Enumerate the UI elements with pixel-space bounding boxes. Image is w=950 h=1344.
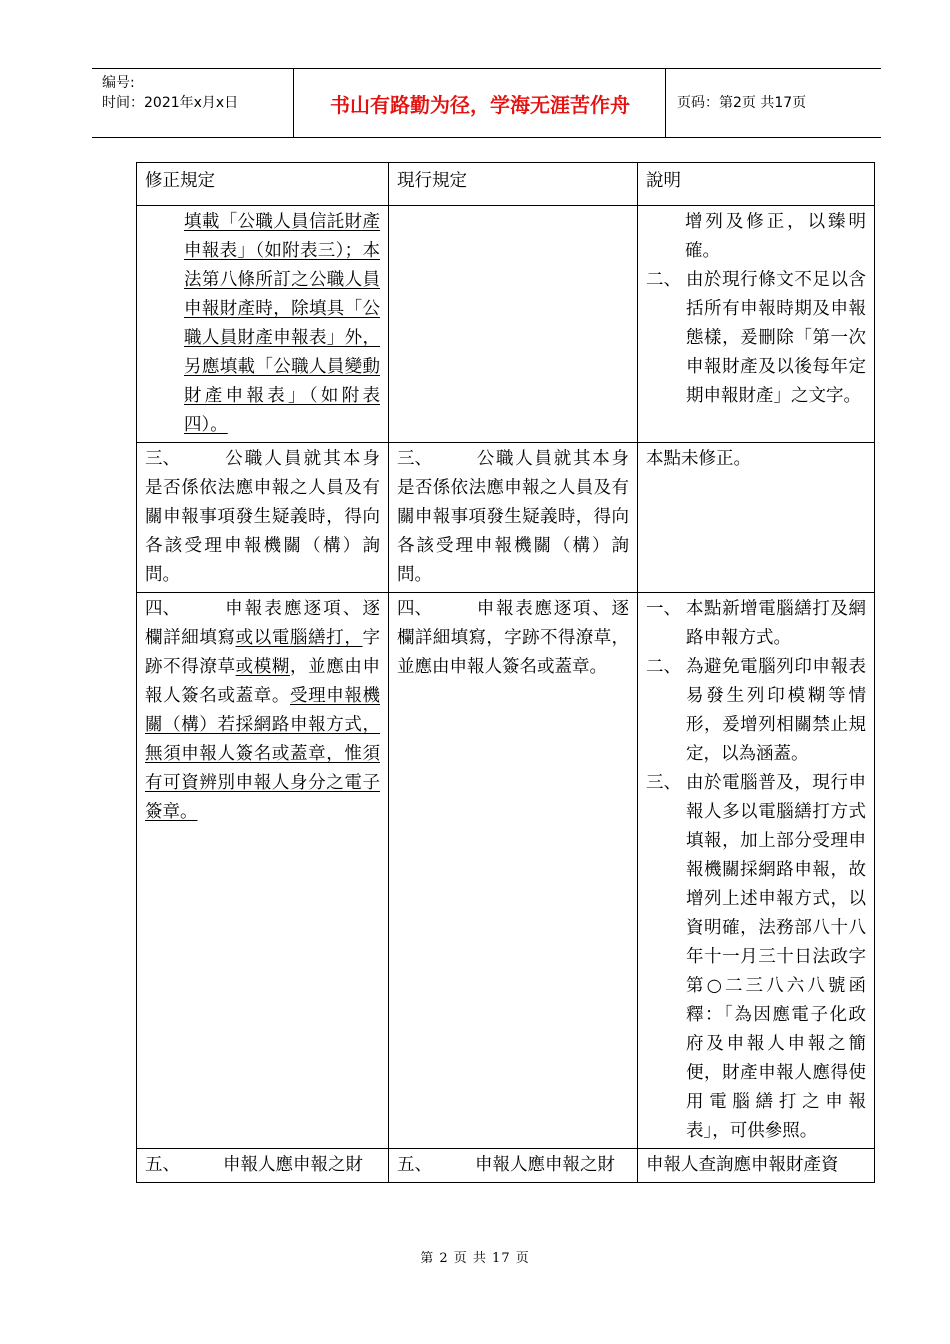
amended-cell xyxy=(137,1149,389,1183)
page-footer: 第 2 页 共 17 页 xyxy=(420,1251,530,1266)
item-text: 申報表應逐項、逐欄詳細填寫，字跡不得潦草，並應由申報人簽名或蓋章。 xyxy=(397,599,629,677)
current-item xyxy=(397,445,629,590)
table-row xyxy=(137,206,875,443)
current-cell xyxy=(389,593,638,1149)
item-text: 申報人應申報之財 xyxy=(223,1155,363,1175)
col-header-explanation: 說明 xyxy=(638,163,875,206)
explanation-item-num: 三、 xyxy=(646,773,681,793)
table-header-row xyxy=(137,163,875,206)
amended-cell xyxy=(137,443,389,593)
page-info: 页码：第2页 共17页 xyxy=(677,95,807,111)
item-num: 三、 xyxy=(397,449,432,469)
amended-item xyxy=(145,595,380,827)
explanation-item xyxy=(646,266,866,411)
col-header-current: 現行規定 xyxy=(389,163,638,206)
motto: 书山有路勤为径，学海无涯苦作舟 xyxy=(330,92,630,117)
item-text: 申報人應申報之財 xyxy=(475,1155,615,1175)
item-text: 字跡不得潦草 xyxy=(145,628,380,677)
col-header-amended: 修正規定 xyxy=(137,163,389,206)
current-cell xyxy=(389,206,638,443)
number-label: 编号: xyxy=(102,75,135,91)
amended-cell xyxy=(137,593,389,1149)
explanation-cell xyxy=(638,593,875,1149)
explanation-item-num: 二、 xyxy=(646,270,681,290)
table-row xyxy=(137,593,875,1149)
current-item xyxy=(397,1151,629,1180)
item-text: 公職人員就其本身是否係依法應申報之人員及有關申報事項發生疑義時，得向各該受理申報機關（構）詢問。 xyxy=(397,449,629,585)
explanation-item-text: 由於現行條文不足以含括所有申報時期及申報態樣，爰刪除「第一次申報財產及以後每年定期申報財產」之文字。 xyxy=(686,270,866,406)
item-num: 四、 xyxy=(145,599,180,619)
amended-item xyxy=(145,1151,380,1180)
table-row xyxy=(137,1149,875,1183)
explanation-item xyxy=(646,595,866,653)
item-num: 五、 xyxy=(145,1155,180,1175)
amended-text xyxy=(145,208,380,440)
amended-cell xyxy=(137,206,389,443)
item-text: 申報表應逐項、逐欄詳細填寫 xyxy=(145,599,380,648)
amended-underlined: 填載「公職人員信託財產申報表」（如附表三）；本法第八條所訂之公職人員申報財產時，除填具「公職人員財產申報表」外，另應填載「公職人員變動財產申報表」（如附表四）。 xyxy=(184,212,380,435)
explanation-text: 申報人查詢應申報財產資 xyxy=(646,1155,839,1175)
explanation-item-text: 由於電腦普及，現行申報人多以電腦繕打方式填報，加上部分受理申報機關採網路申報，故增列上述申報方式，以資明確，法務部八十八年十一月三十日法政字第○二三八六八號函釋：「為因應電子化政府及申報人申報之簡便，財產申報人應得使用電腦繕打之申報表」，可供參照。 xyxy=(686,773,866,1141)
header-meta xyxy=(102,73,238,113)
table-row xyxy=(137,443,875,593)
current-item xyxy=(397,595,629,682)
item-text-added: 受理申報機關（構）若採網路申報方式，無須申報人簽名或蓋章，惟須有可資辨別申報人身分之電子簽章。 xyxy=(145,686,380,822)
item-num: 五、 xyxy=(397,1155,432,1175)
explanation-item xyxy=(646,769,866,1146)
explanation-continued: 增列及修正，以臻明確。 xyxy=(685,212,866,261)
item-text-added: 或以電腦繕打， xyxy=(235,628,363,648)
explanation-item-text: 為避免電腦列印申報表易發生列印模糊等情形，爰增列相關禁止規定，以為涵蓋。 xyxy=(686,657,866,764)
item-text: 公職人員就其本身是否係依法應申報之人員及有關申報事項發生疑義時，得向各該受理申報機關（構）詢問。 xyxy=(145,449,380,585)
explanation-item-text: 本點新增電腦繕打及網路申報方式。 xyxy=(686,599,866,648)
explanation-cell xyxy=(638,206,875,443)
item-text-added: 或模糊 xyxy=(235,657,290,677)
explanation-item-num: 一、 xyxy=(646,599,681,619)
explanation-item xyxy=(646,653,866,769)
item-num: 三、 xyxy=(145,449,180,469)
item-num: 四、 xyxy=(397,599,432,619)
header-divider xyxy=(293,69,294,137)
header-divider xyxy=(665,69,666,137)
amended-item xyxy=(145,445,380,590)
explanation-cell xyxy=(638,1149,875,1183)
explanation-cell xyxy=(638,443,875,593)
explanation-item-num: 二、 xyxy=(646,657,681,677)
current-cell xyxy=(389,1149,638,1183)
current-cell xyxy=(389,443,638,593)
explanation-text: 本點未修正。 xyxy=(646,449,751,469)
comparison-table xyxy=(136,162,875,1183)
time-label: 时间：2021年x月x日 xyxy=(102,95,239,111)
item-text: ，並應由申報人簽名或蓋章。 xyxy=(145,657,380,706)
page-header xyxy=(92,68,881,138)
